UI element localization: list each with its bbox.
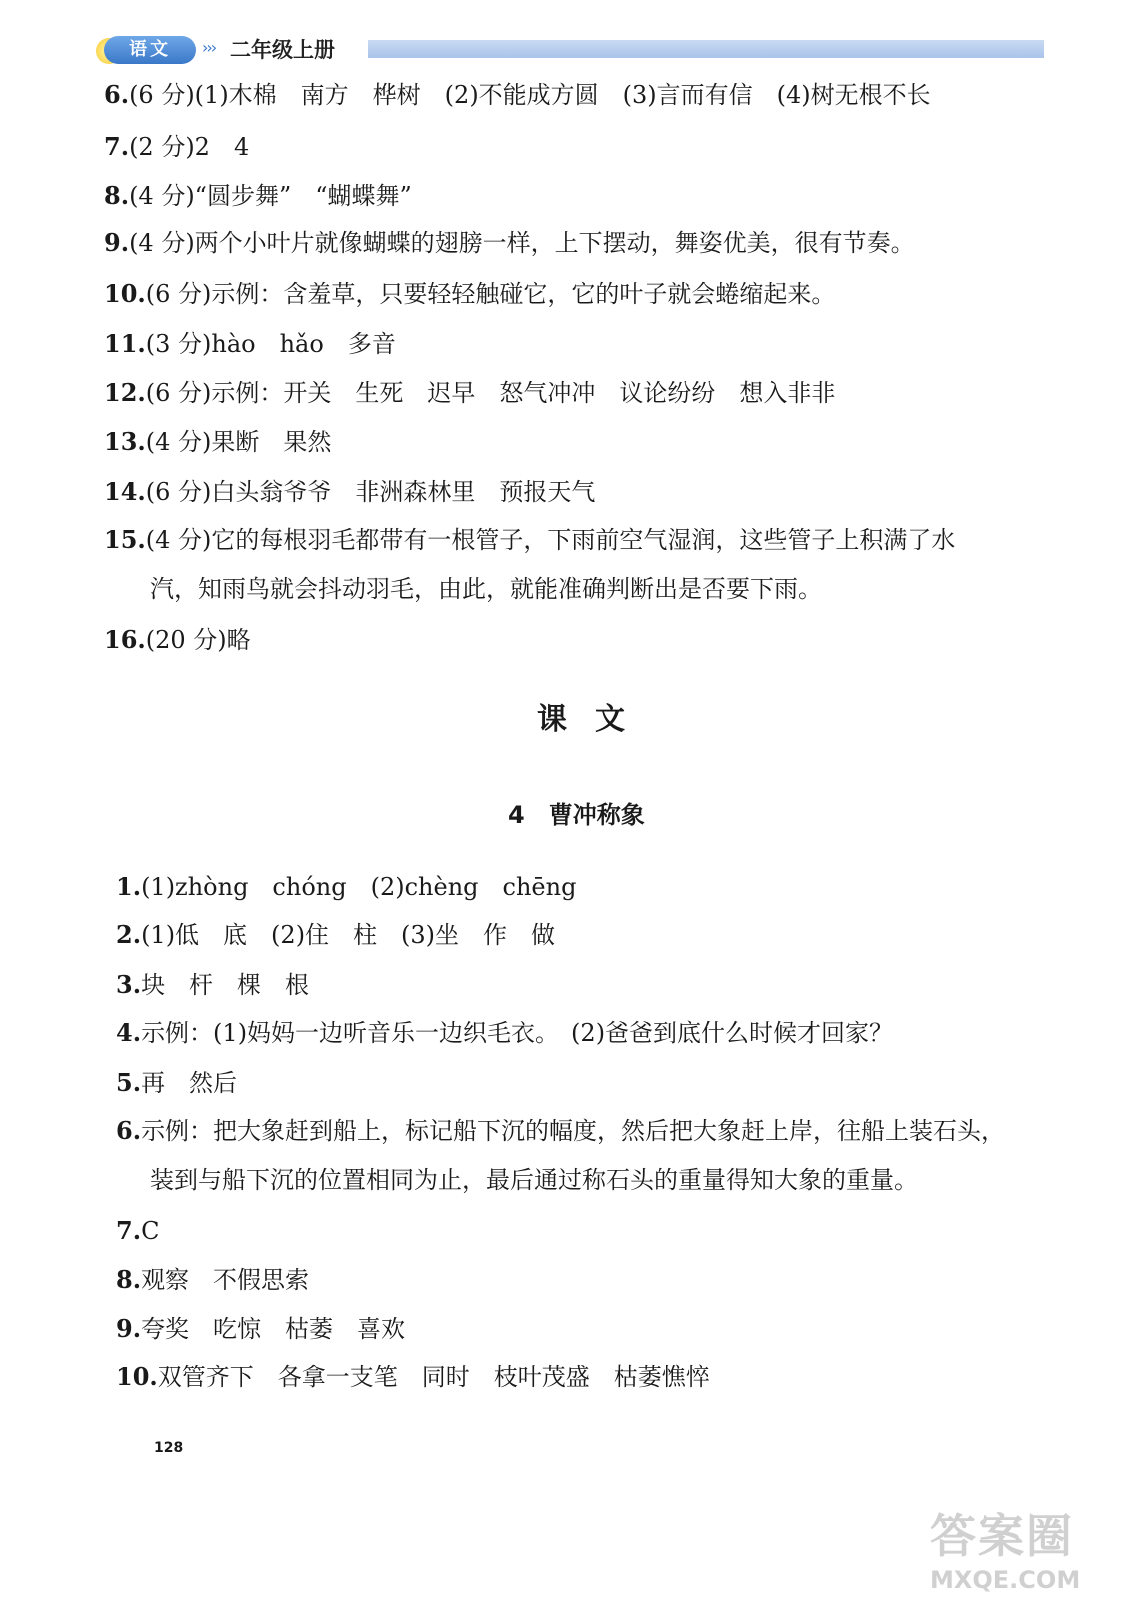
chevrons-icon: ››› xyxy=(202,38,216,57)
answer-line: 10.双管齐下 各拿一支笔 同时 枝叶茂盛 枯萎憔悴 xyxy=(116,1362,710,1391)
answer-line: 8.观察 不假思索 xyxy=(116,1265,310,1294)
answer-line: 3.块 杆 棵 根 xyxy=(116,970,310,999)
answer-line: 12.(6 分)示例：开关 生死 迟早 怒气冲冲 议论纷纷 想入非非 xyxy=(104,378,836,407)
answer-line: 16.(20 分)略 xyxy=(104,625,251,654)
watermark xyxy=(930,1500,1120,1592)
watermark-url: MXQE.COM xyxy=(930,1566,1081,1594)
answer-line: 8.(4 分)“圆步舞” “蝴蝶舞” xyxy=(104,181,412,210)
answer-line: 7.(2 分)2 4 xyxy=(104,132,250,161)
grade-label: 二年级上册 xyxy=(230,38,335,62)
lesson-title: 4 曹冲称象 xyxy=(508,801,645,829)
answer-line-continued: 汽，知雨鸟就会抖动羽毛，由此，就能准确判断出是否要下雨。 xyxy=(150,575,822,603)
answer-line: 14.(6 分)白头翁爷爷 非洲森林里 预报天气 xyxy=(104,477,596,506)
watermark-logo: 答案圈 xyxy=(930,1509,1074,1563)
page-header xyxy=(96,30,1046,70)
answer-line: 6.示例：把大象赶到船上，标记船下沉的幅度，然后把大象赶上岸，往船上装石头， xyxy=(116,1116,1006,1145)
answer-line: 6.(6 分)(1)木棉 南方 桦树 (2)不能成方圆 (3)言而有信 (4)树无根不长 xyxy=(104,80,931,109)
answer-line: 10.(6 分)示例：含羞草，只要轻轻触碰它，它的叶子就会蜷缩起来。 xyxy=(104,279,836,308)
subject-badge: 语文 xyxy=(104,36,196,64)
answer-line: 9.(4 分)两个小叶片就像蝴蝶的翅膀一样，上下摆动，舞姿优美，很有节奏。 xyxy=(104,228,915,257)
answer-line: 1.(1)zhòng chóng (2)chèng chēng xyxy=(116,872,577,901)
answer-line: 7.C xyxy=(116,1216,160,1245)
answer-line: 11.(3 分)hào hǎo 多音 xyxy=(104,329,396,358)
answer-line: 2.(1)低 底 (2)住 柱 (3)坐 作 做 xyxy=(116,920,556,949)
answer-line-continued: 装到与船下沉的位置相同为止，最后通过称石头的重量得知大象的重量。 xyxy=(150,1166,918,1194)
page-number: 128 xyxy=(154,1440,184,1456)
header-bar xyxy=(368,40,1044,58)
answer-line: 4.示例：(1)妈妈一边听音乐一边织毛衣。 (2)爸爸到底什么时候才回家？ xyxy=(116,1018,894,1047)
section-title: 课文 xyxy=(537,702,653,737)
answer-line: 13.(4 分)果断 果然 xyxy=(104,427,332,456)
answer-line: 15.(4 分)它的每根羽毛都带有一根管子，下雨前空气湿润，这些管子上积满了水 xyxy=(104,525,956,554)
answer-line: 5.再 然后 xyxy=(116,1068,238,1097)
answer-line: 9.夸奖 吃惊 枯萎 喜欢 xyxy=(116,1314,406,1343)
